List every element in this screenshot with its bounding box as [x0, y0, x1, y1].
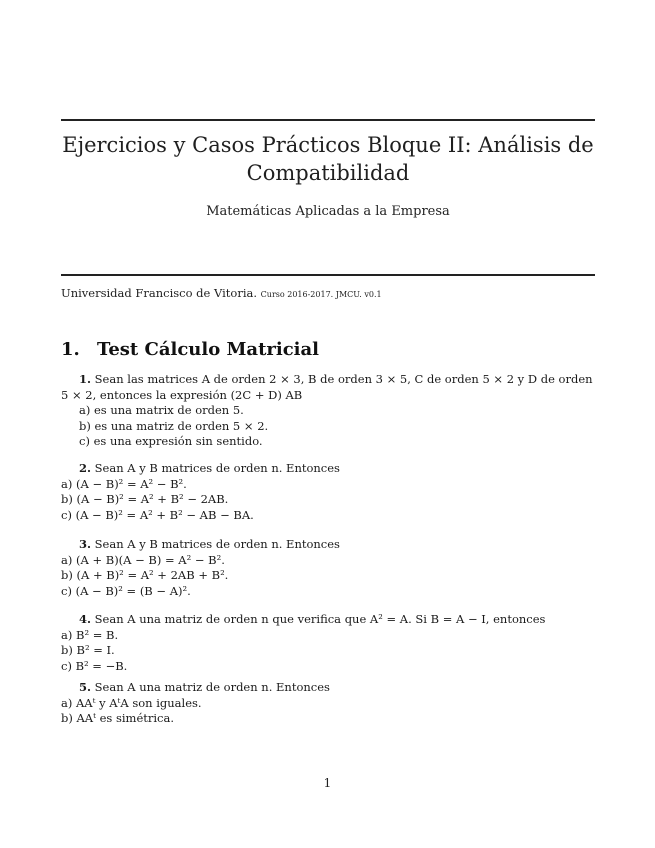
section-heading	[61, 339, 319, 360]
option-b: b) AAᵗ es simétrica.	[61, 711, 175, 725]
question-number: 5.	[79, 680, 92, 694]
page-number: 1	[323, 776, 332, 790]
bottom-rule	[61, 274, 595, 276]
document-subtitle: Matemáticas Aplicadas a la Empresa	[206, 204, 450, 219]
option-a: a) AAᵗ y AᵗA son iguales.	[61, 695, 202, 710]
question-5	[61, 680, 595, 727]
question-stem	[61, 372, 595, 403]
option-c: c) B² = −B.	[61, 658, 128, 673]
question-3	[61, 537, 595, 599]
question-stem	[61, 537, 595, 553]
option-a: a) (A − B)² = A² − B².	[61, 476, 187, 491]
course-info: Curso 2016-2017. JMCU. v0.1	[260, 290, 382, 299]
option-a: a) (A + B)(A − B) = A² − B².	[61, 552, 225, 567]
option-c: c) (A − B)² = (B − A)².	[61, 583, 191, 598]
document-title	[61, 131, 595, 187]
question-stem	[61, 461, 595, 477]
option-b: b) B² = I.	[61, 643, 115, 657]
question-text: Sean A y B matrices de orden n. Entonces	[94, 537, 340, 551]
question-text: Sean A una matriz de orden n que verifica que A² = A. Si B = A − I, entonces	[94, 612, 546, 626]
section-title: Test Cálculo Matricial	[97, 339, 320, 360]
question-4	[61, 612, 595, 674]
question-stem	[61, 612, 595, 628]
question-2	[61, 461, 595, 523]
question-1	[61, 372, 595, 450]
affiliation	[61, 286, 382, 300]
question-number: 2.	[79, 461, 92, 475]
question-number: 1.	[79, 372, 92, 386]
option-b: b) (A − B)² = A² + B² − 2AB.	[61, 492, 229, 506]
title-line-1: Ejercicios y Casos Prácticos Bloque II: Análisis de	[62, 133, 594, 157]
question-text: Sean A y B matrices de orden n. Entonces	[94, 461, 340, 475]
question-number: 4.	[79, 612, 92, 626]
university-name: Universidad Francisco de Vitoria.	[61, 286, 258, 300]
option-b: b) (A + B)² = A² + 2AB + B².	[61, 568, 229, 582]
option-c: c) (A − B)² = A² + B² − AB − BA.	[61, 507, 254, 522]
option-c: c) es una expresión sin sentido.	[79, 434, 263, 448]
question-text: Sean las matrices A de orden 2 × 3, B de orden 3 × 5, C de orden 5 × 2 y D de orden 5 × 2, entonces la expresión (2C + D) AB	[61, 372, 593, 402]
option-a: a) B² = B.	[61, 627, 119, 642]
question-text: Sean A una matriz de orden n. Entonces	[94, 680, 330, 694]
title-line-2: Compatibilidad	[246, 161, 410, 185]
section-number: 1.	[61, 339, 80, 360]
question-number: 3.	[79, 537, 92, 551]
question-stem	[61, 680, 595, 696]
option-b: b) es una matriz de orden 5 × 2.	[79, 418, 269, 433]
top-rule	[61, 119, 595, 121]
option-a: a) es una matrix de orden 5.	[79, 403, 244, 417]
